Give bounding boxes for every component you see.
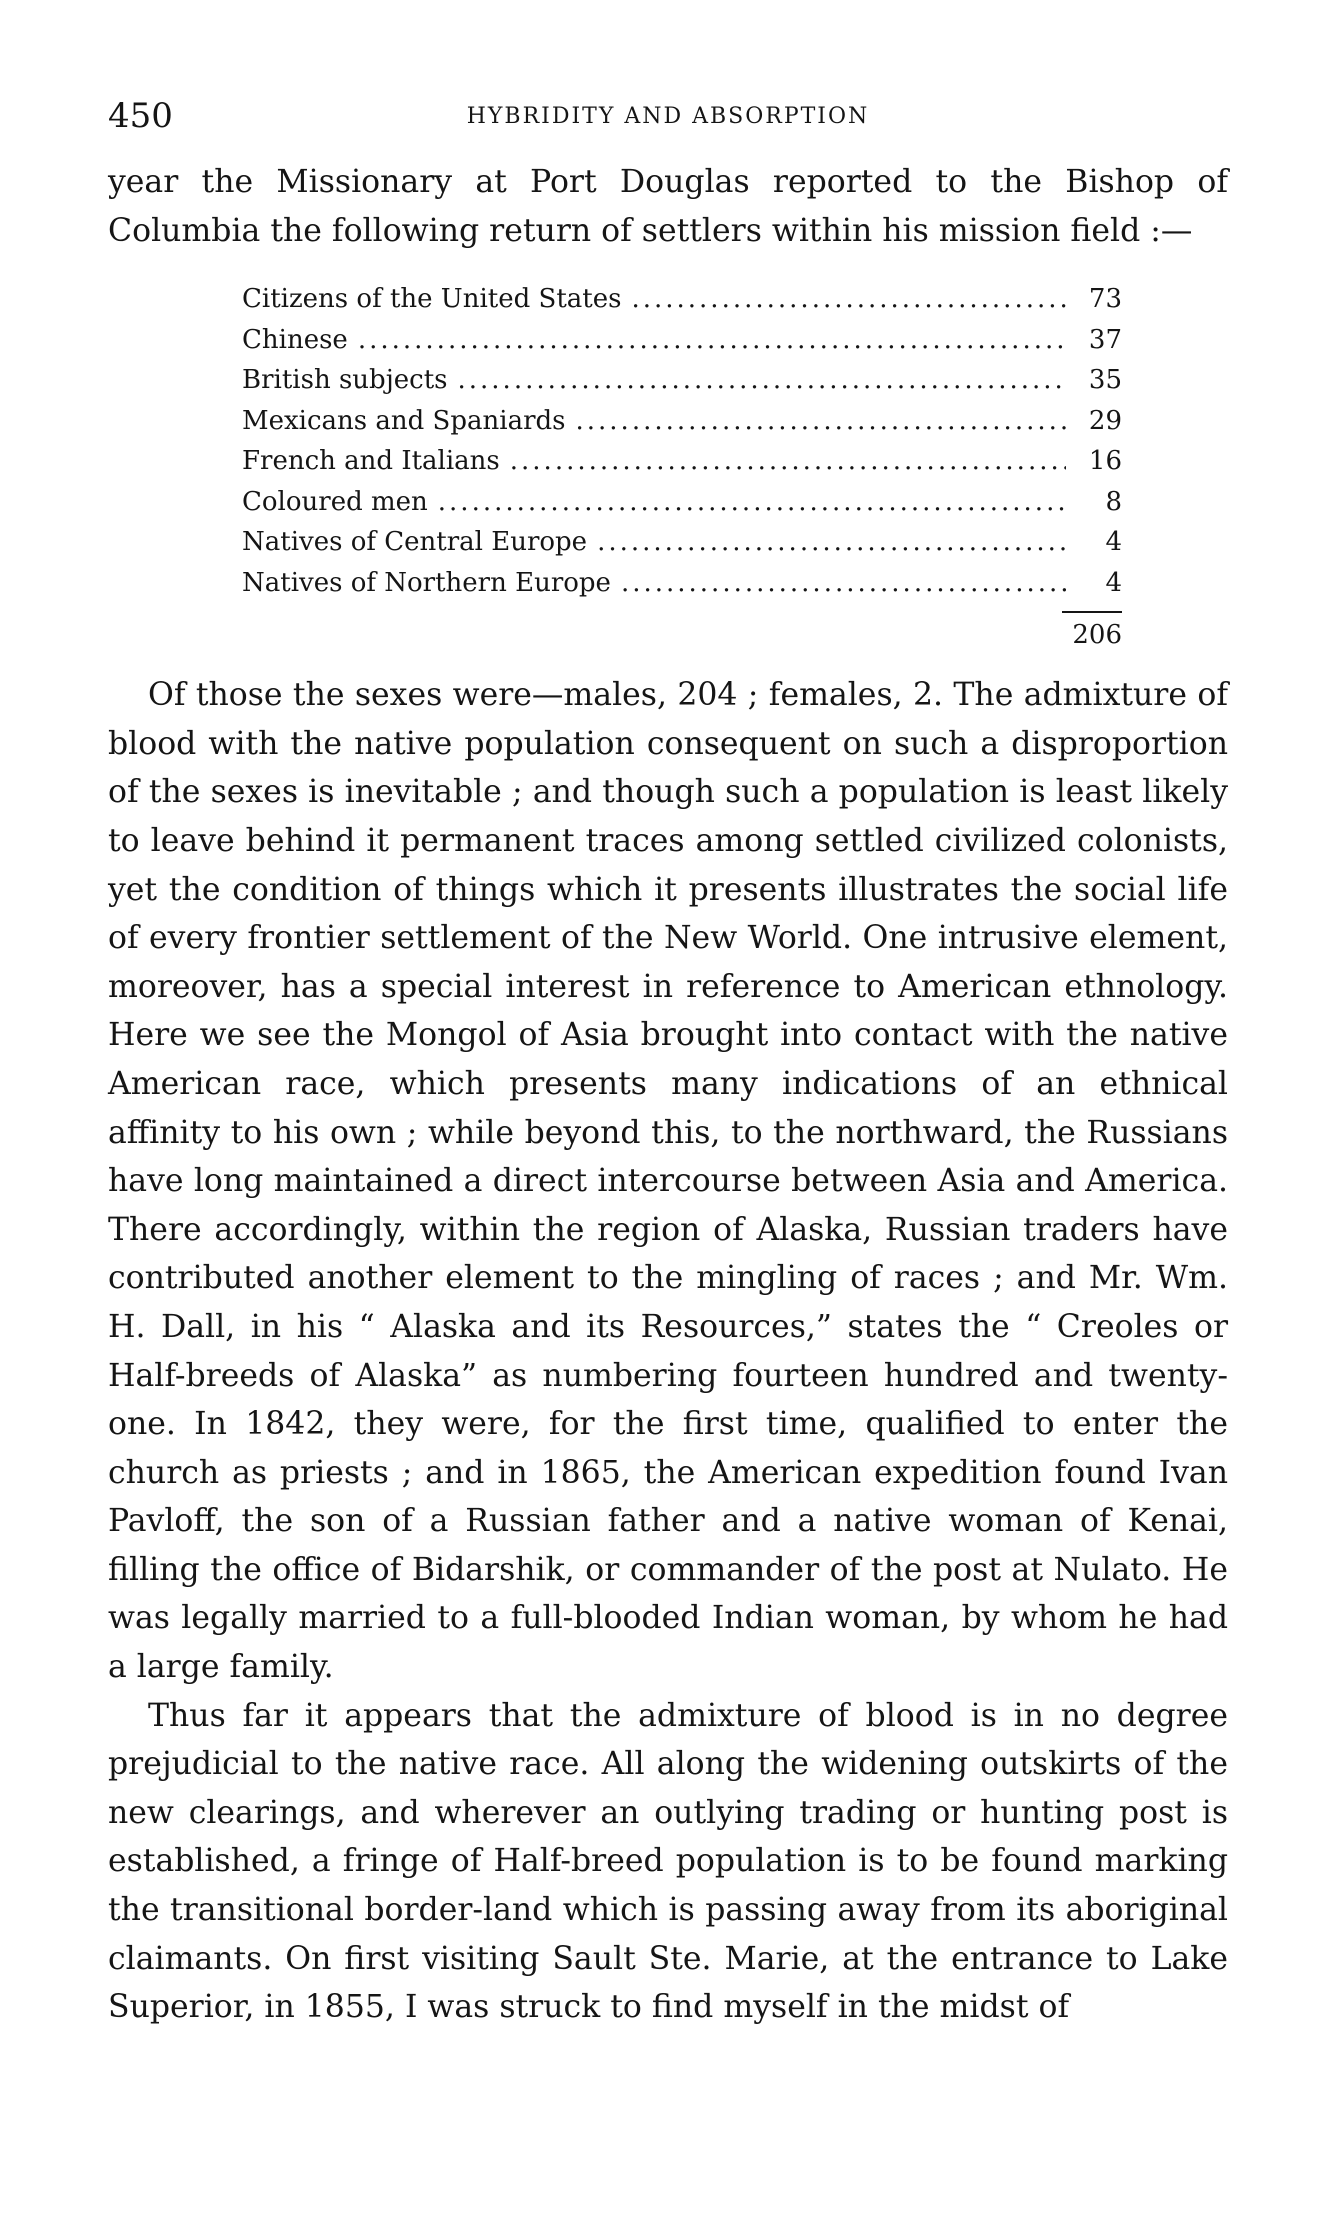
row-value: 73: [1088, 284, 1122, 315]
row-label: British subjects: [242, 365, 448, 396]
row-label: Natives of Central Europe: [242, 527, 588, 558]
row-label: Chinese: [242, 324, 348, 355]
intro-paragraph: year the Missionary at Port Douglas reported to the Bishop of Columbia the following return of settlers within his mission field :—: [108, 164, 1228, 249]
main-paragraph: Of those the sexes were—males, 204 ; females, 2. The admixture of blood with the native population consequent on such a disproportion of the sexes is inevitable ; and though such a population is least likely to leave behind it permanent traces among settled civilized colonists, yet the condition of things which it presents illustrates the social life of every frontier settlement of the New World. One intrusive element, moreover, has a special interest in reference to American ethnology. Here we see the Mongol of Asia brought into contact with the native American race, which presents many indications of an ethnical affinity to his own ; while beyond this, to the northward, the Russians have long maintained a direct intercourse between Asia and America. There accordingly, within the region of Alaska, Russian traders have contributed another element to the mingling of races ; and Mr. Wm. H. Dall, in his “ Alaska and its Resources,” states the “ Creoles or Half-breeds of Alaska” as numbering fourteen hundred and twenty-one. In 1842, they were, for the first time, qualified to enter the church as priests ; and in 1865, the American expedition found Ivan Pavloff, the son of a Russian father and a native woman of Kenai, filling the office of Bidarshik, or commander of the post at Nulato. He was legally married to a full-blooded Indian woman, by whom he had a large family.: [108, 677, 1228, 1686]
row-value: 4: [1105, 567, 1122, 598]
row-value: 8: [1105, 486, 1122, 517]
leader-dots: [621, 563, 1066, 604]
row-value: 37: [1088, 324, 1122, 355]
table-row: [242, 279, 1122, 320]
table-total: 206: [1072, 620, 1122, 651]
table-row: [242, 441, 1122, 482]
row-value: 16: [1088, 446, 1122, 477]
closing-paragraph: Thus far it appears that the admixture of blood is in no degree prejudicial to the native race. All along the widening outskirts of the new clearings, and wherever an outlying trading or hunting post is established, a fringe of Half-breed population is to be found marking the transitional border-land which is passing away from its aboriginal claimants. On first visiting Sault Ste. Marie, at the entrance to Lake Superior, in 1855, I was struck to find myself in the midst of: [108, 1697, 1228, 2026]
leader-dots: [631, 279, 1066, 320]
table-row: [242, 320, 1122, 361]
row-label: French and Italians: [242, 446, 500, 477]
row-value: 4: [1105, 527, 1122, 558]
leader-dots: [458, 360, 1067, 401]
running-head: HYBRIDITY AND ABSORPTION: [466, 104, 870, 129]
page-number: 450: [108, 96, 173, 136]
row-value: 35: [1088, 365, 1122, 396]
leader-dots: [358, 320, 1066, 361]
leader-dots: [597, 522, 1066, 563]
leader-dots: [510, 441, 1066, 482]
row-label: Mexicans and Spaniards: [242, 405, 566, 436]
table-row: [242, 563, 1122, 604]
table-row: [242, 522, 1122, 563]
page-header: [108, 96, 1228, 144]
leader-dots: [438, 482, 1066, 523]
book-page: [108, 96, 1228, 2032]
table-row: [242, 360, 1122, 401]
row-label: Coloured men: [242, 486, 428, 517]
row-value: 29: [1088, 405, 1122, 436]
settlers-return-table: [242, 279, 1122, 657]
row-label: Citizens of the United States: [242, 284, 622, 315]
row-label: Natives of Northern Europe: [242, 567, 611, 598]
leader-dots: [576, 401, 1067, 442]
table-row: [242, 482, 1122, 523]
table-row: [242, 401, 1122, 442]
